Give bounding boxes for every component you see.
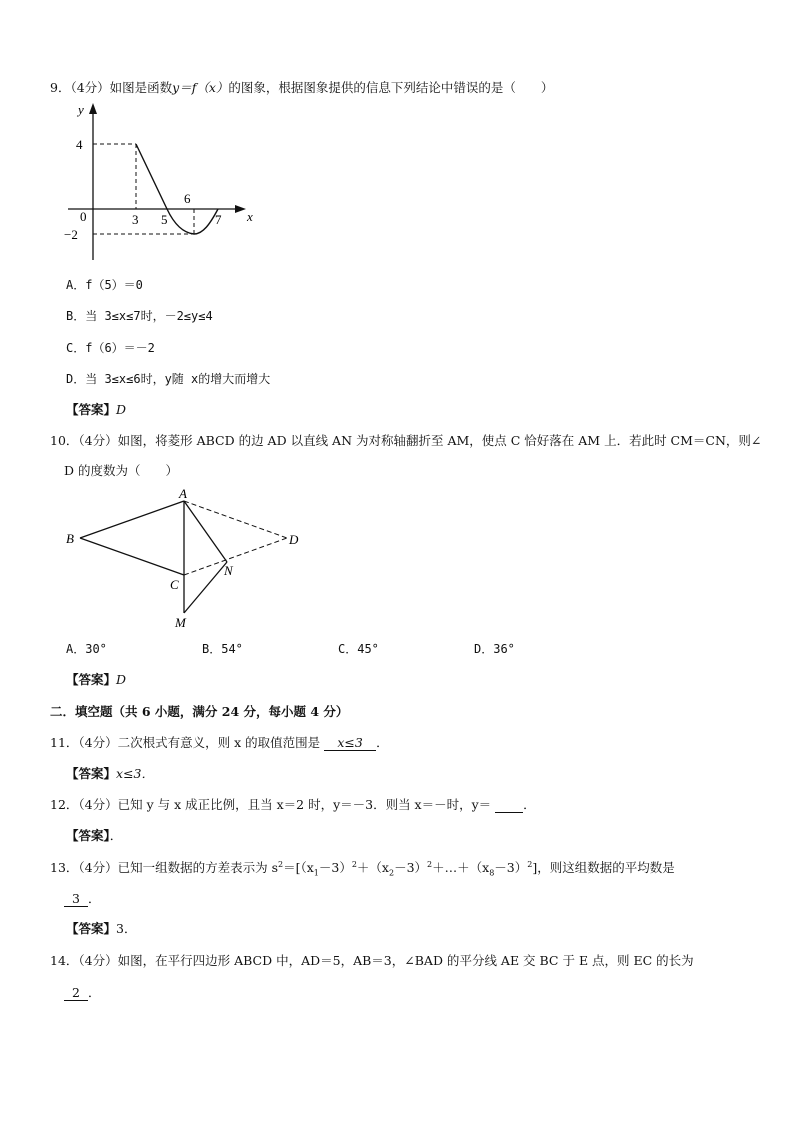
q10-label-m: M	[175, 615, 186, 630]
q13-blank-line: 3 ．	[64, 889, 101, 907]
q10-answer: 【答案】D	[66, 672, 127, 687]
q14-blank-line: 2 ．	[64, 983, 101, 1001]
q10-label-c: C	[170, 577, 179, 592]
q14-stem: 14．（4分）如图，在平行四边形 ABCD 中，AD＝5，AB＝3，∠BAD 的平分线 AE 交 BC 于 E 点，则 EC 的长为	[50, 953, 694, 968]
q10-stem-line1: 10．（4分）如图，将菱形 ABCD 的边 AD 以直线 AN 为对称轴翻折至 AM，使点 C 恰好落在 AM 上．若此时 CM＝CN，则∠	[50, 433, 762, 448]
q9-option-c[interactable]: C．f（6）＝－2	[66, 341, 155, 355]
q9-y-tick-4: 4	[76, 137, 83, 152]
q10-label-b: B	[66, 531, 74, 546]
q9-x-tick-5: 5	[161, 212, 168, 227]
q10-options	[66, 640, 610, 657]
q11-blank: x≤3	[324, 736, 376, 751]
q10-option-d[interactable]: D．36°	[474, 642, 515, 656]
q9-x-tick-3: 3	[132, 212, 139, 227]
q9-option-a[interactable]: A．f（5）＝0	[66, 278, 143, 292]
q10-label-a: A	[179, 486, 187, 501]
q9-x-axis-label: x	[247, 209, 253, 224]
q12-stem: 12．（4分）已知 y 与 x 成正比例，且当 x＝2 时，y＝－3．则当 x＝－时，y＝ ．	[50, 797, 536, 812]
q9-answer: 【答案】D	[66, 402, 127, 417]
q9-option-b[interactable]: B．当 3≤x≤7时，－2≤y≤4	[66, 309, 213, 323]
q12-blank	[495, 798, 523, 813]
q9-option-d[interactable]: D．当 3≤x≤6时，y随 x的增大而增大	[66, 372, 271, 386]
q12-answer: 【答案】．	[66, 828, 123, 843]
q10-rhombus-figure	[60, 485, 310, 630]
q10-label-d: D	[289, 532, 299, 547]
q11-answer: 【答案】x≤3．	[66, 766, 154, 781]
q9-x-tick-7: 7	[215, 212, 222, 227]
q10-option-c[interactable]: C．45°	[338, 642, 379, 656]
q9-function-graph	[60, 100, 270, 265]
q14-blank: 2	[64, 986, 88, 1001]
q9-origin-label: 0	[80, 209, 87, 224]
q11-stem: 11．（4分）二次根式有意义，则 x 的取值范围是 x≤3 ．	[50, 735, 389, 750]
q13-blank: 3	[64, 892, 88, 907]
q9-stem: 9．（4分）如图是函数y＝f（x）的图象，根据图象提供的信息下列结论中错误的是（ ）	[50, 80, 554, 95]
q10-label-n: N	[224, 563, 233, 578]
q10-option-b[interactable]: B．54°	[202, 642, 243, 656]
q13-answer: 【答案】3．	[66, 921, 137, 936]
q10-stem-line2: D 的度数为（ ）	[64, 463, 178, 478]
section-2-heading: 二．填空题（共 6 小题，满分 24 分，每小题 4 分）	[50, 704, 349, 719]
q9-y-tick-neg2: −2	[64, 227, 78, 242]
q9-x-tick-6: 6	[184, 191, 191, 206]
q10-option-a[interactable]: A．30°	[66, 642, 107, 656]
q13-stem: 13．（4分）已知一组数据的方差表示为 $s^2=[(x_1-3)^2+(x_2-3)^2+\dots+(x_8-3)^2]$，则这组数据的平均数是	[50, 859, 675, 878]
q9-y-axis-label: y	[78, 102, 84, 117]
